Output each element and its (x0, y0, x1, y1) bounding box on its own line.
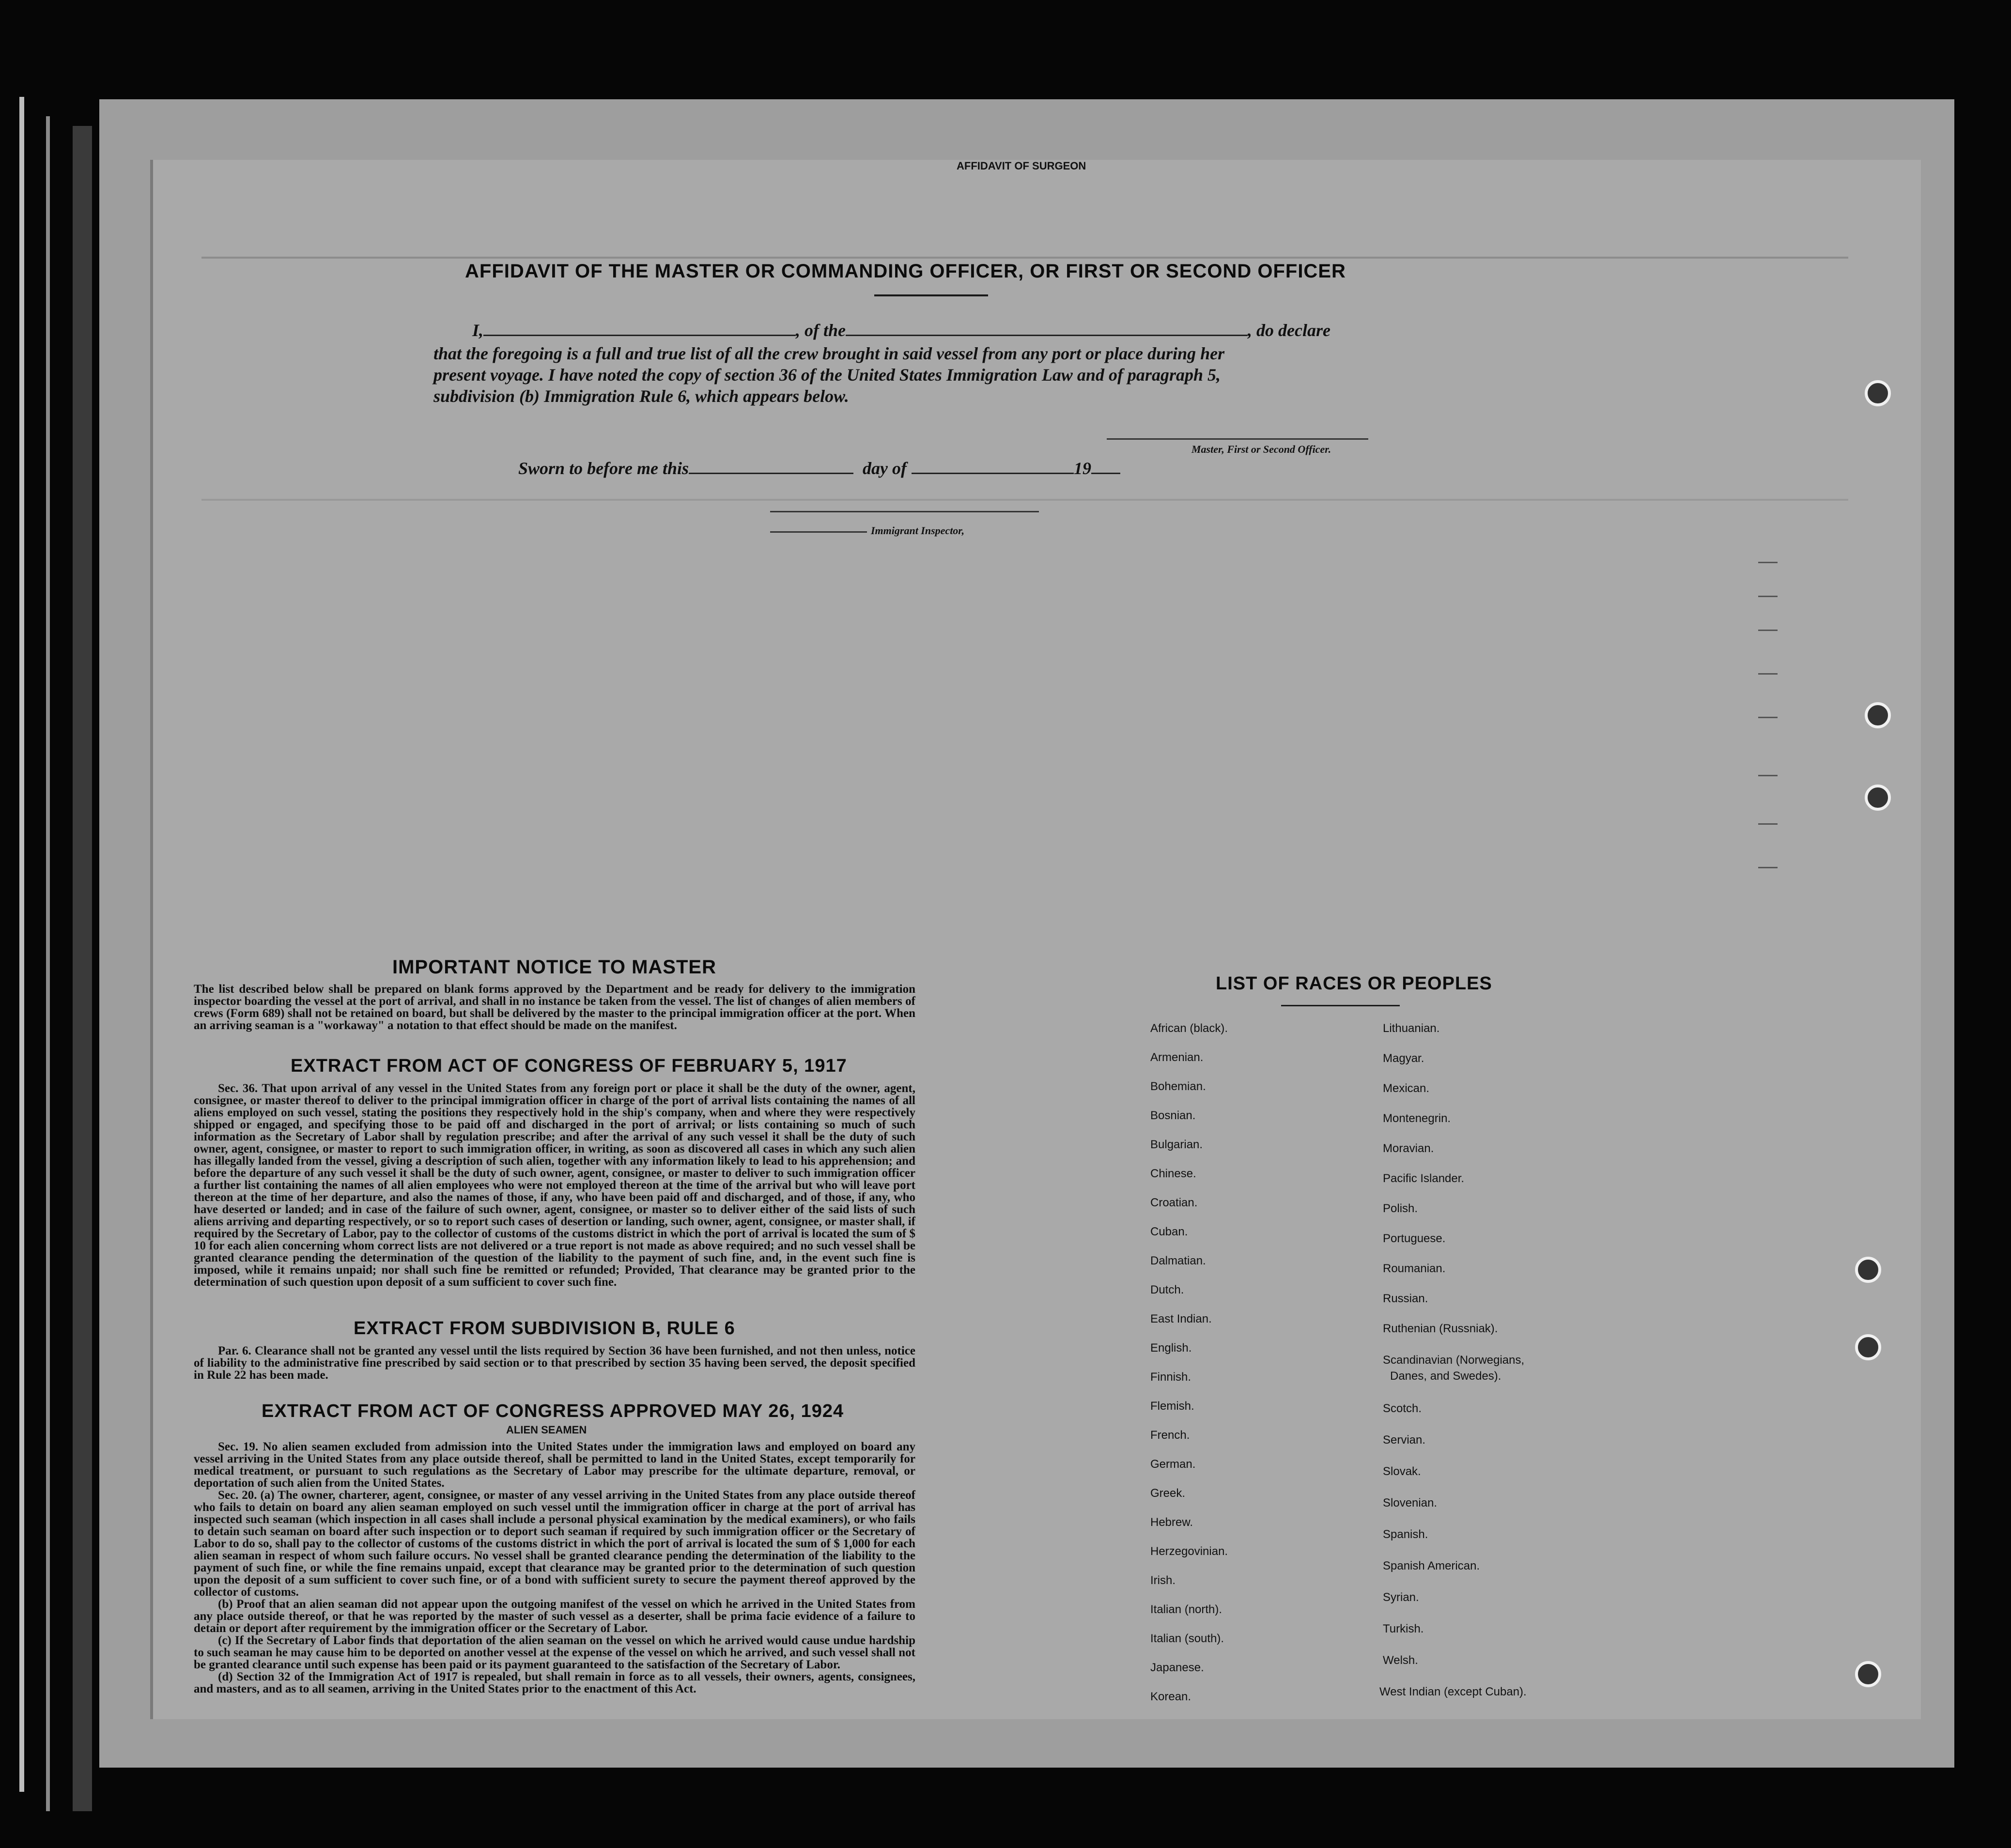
affidavit-of-the: , of the (796, 321, 846, 340)
punch-hole (1855, 1257, 1881, 1283)
race-right: Portuguese. (1383, 1232, 1446, 1245)
race-right: Welsh. (1383, 1654, 1418, 1667)
extract-1924-title: EXTRACT FROM ACT OF CONGRESS APPROVED MAY 26, 1924 (262, 1401, 844, 1421)
race-left: Italian (north). (1150, 1603, 1222, 1616)
punch-hole (1855, 1334, 1881, 1360)
affidavit-line2: that the foregoing is a full and true list of all the crew brought in said vessel from any port or place during her (433, 344, 1225, 363)
race-left: Italian (south). (1150, 1632, 1224, 1645)
affidavit-title: AFFIDAVIT OF THE MASTER OR COMMANDING OFFICER, OR FIRST OR SECOND OFFICER (465, 261, 1346, 282)
par-6-text: Par. 6. Clearance shall not be granted any vessel until the lists required by Section 36 have been furnished, and not then unless, notice of liability to the administrative fine prescribed by said section or to that prescribed by section 35 having been served, the deposit specified in Rule 22 has been made. (194, 1344, 915, 1382)
race-left: Greek. (1150, 1487, 1186, 1500)
race-left: Hebrew. (1150, 1516, 1193, 1529)
sworn-month-blank[interactable] (912, 458, 1074, 474)
punch-hole (1865, 785, 1891, 811)
margin-dash (1758, 867, 1778, 868)
vessel-blank[interactable] (846, 320, 1248, 336)
extract-1917-text (194, 1082, 915, 1288)
affidavit-title-rule (874, 294, 988, 296)
section-20d-text: (d) Section 32 of the Immigration Act of 1917 is repealed, but shall remain in force as to all vessels, their owners, agents, consignees, and masters, and as to all seamen, arriving in the United States prior to the enactment of this Act. (194, 1670, 915, 1695)
margin-dash (1758, 630, 1778, 631)
race-right: Polish. (1383, 1202, 1418, 1215)
extract-1924-text (194, 1441, 915, 1695)
race-right: West Indian (except Cuban). (1379, 1685, 1527, 1698)
race-left: Cuban. (1150, 1225, 1188, 1238)
inspector-signature-line[interactable] (770, 511, 1039, 512)
race-right: Slovak. (1383, 1465, 1421, 1478)
margin-dash (1758, 673, 1778, 675)
master-signature-line[interactable] (1107, 438, 1368, 440)
punch-hole (1865, 380, 1891, 406)
race-left: Dutch. (1150, 1283, 1184, 1296)
margin-dash (1758, 823, 1778, 825)
race-right: Russian. (1383, 1292, 1428, 1305)
margin-dash (1758, 717, 1778, 718)
master-signature-label: Master, First or Second Officer. (1191, 443, 1331, 455)
affidavit-line3: present voyage. I have noted the copy of section 36 of the United States Immigration Law and of paragraph 5, (433, 365, 1221, 385)
punch-hole (1865, 702, 1891, 728)
left-binding-edge (19, 97, 24, 1792)
race-left: Armenian. (1150, 1051, 1204, 1064)
margin-dash (1758, 775, 1778, 776)
races-title-rule (1281, 1005, 1400, 1006)
race-right: Moravian. (1383, 1142, 1434, 1155)
sworn-year-blank[interactable] (1091, 458, 1120, 474)
race-left: English. (1150, 1341, 1192, 1355)
race-right: Magyar. (1383, 1052, 1424, 1065)
rule6-title: EXTRACT FROM SUBDIVISION B, RULE 6 (354, 1318, 735, 1339)
affidavit-line4: subdivision (b) Immigration Rule 6, which appears below. (433, 386, 849, 406)
inspector-signature-line-2[interactable] (770, 531, 867, 533)
race-left: Dalmatian. (1150, 1254, 1206, 1267)
race-left: German. (1150, 1458, 1196, 1471)
section-20a-text: Sec. 20. (a) The owner, charterer, agent, consignee, or master of any vessel arriving in the United States from any place outside thereof who fails to detain on board any alien seaman employed on such vessel until the immigration officer in charge at the port of arrival has inspected such seaman (which inspection in all cases shall include a personal physical examination by the medical examiners), or who fails to detain such seaman on board after such inspection or to deport such seaman if required by such immigration officer or the Secretary of Labor to do so, shall pay to the collector of customs of the customs district in which the port of arrival is located the sum of $ 1,000 for each alien seaman in respect of whom such failure occurs. No vessel shall be granted clearance pending the determination of the liability to the payment of such fine, or while the fine remains unpaid, except that clearance may be granted prior to the determination of such question upon the deposit of a sum sufficient to cover such fine, or of a bond with sufficient surety to secure the payment thereof approved by the collector of customs. (194, 1489, 915, 1599)
race-right: Slovenian. (1383, 1496, 1438, 1509)
rule6-text (194, 1345, 915, 1381)
header-stamp: AFFIDAVIT OF SURGEON (957, 160, 1086, 172)
inspector-label: Immigrant Inspector, (871, 524, 965, 537)
race-left: Bosnian. (1150, 1109, 1196, 1122)
notice-title: IMPORTANT NOTICE TO MASTER (392, 956, 716, 978)
race-left: Bohemian. (1150, 1080, 1206, 1093)
extract-1917-title: EXTRACT FROM ACT OF CONGRESS OF FEBRUARY 5, 1917 (291, 1056, 847, 1076)
race-right: Montenegrin. (1383, 1112, 1451, 1125)
race-right: Scandinavian (Norwegians, (1383, 1354, 1525, 1367)
race-left: Flemish. (1150, 1400, 1194, 1413)
race-left: East Indian. (1150, 1312, 1212, 1325)
race-right: Spanish. (1383, 1528, 1428, 1541)
race-left: Bulgarian. (1150, 1138, 1203, 1151)
section-20b-text: (b) Proof that an alien seaman did not appear upon the outgoing manifest of the vessel on which he arrived in the United States from any place outside thereof, or that he was reported by the master of such vessel as a deserter, shall be prima facie evidence of a failure to detain or deport after requirement by the immigration officer or the Secretary of Labor. (194, 1598, 915, 1635)
margin-dash (1758, 562, 1778, 563)
race-left: Herzegovinian. (1150, 1545, 1228, 1558)
race-left: Chinese. (1150, 1167, 1196, 1180)
race-right: Scotch. (1383, 1402, 1422, 1415)
punch-hole (1855, 1661, 1881, 1687)
race-right: Syrian. (1383, 1591, 1419, 1604)
notice-text: The list described below shall be prepared on blank forms approved by the Department and be ready for delivery to the immigration inspector boarding the vessel at the port of arrival, and shall in no instance be taken from the vessel. The list of changes of alien members of crews (Form 689) shall not be retained on board, but shall be delivered by the master to the principal immigration officer at the port. When an arriving seaman is a "workaway" a notation to that effect should be made on the manifest. (194, 983, 915, 1032)
affidavit-do-declare: , do declare (1248, 321, 1330, 340)
year-label: 19 (1074, 459, 1092, 478)
races-title: LIST OF RACES OR PEOPLES (1216, 973, 1492, 994)
race-right: Danes, and Swedes). (1390, 1370, 1501, 1383)
sworn-label: Sworn to before me this (518, 459, 689, 478)
race-right: Roumanian. (1383, 1262, 1446, 1275)
left-binding-edge-2 (46, 116, 50, 1811)
race-left: French. (1150, 1429, 1190, 1442)
race-right: Servian. (1383, 1433, 1426, 1447)
name-blank[interactable] (483, 320, 796, 336)
affidavit-i: I, (472, 321, 484, 340)
sworn-day-blank[interactable] (689, 458, 853, 474)
day-of-label: day of (863, 459, 907, 478)
race-right: Lithuanian. (1383, 1022, 1440, 1035)
alien-seamen-subtitle: ALIEN SEAMEN (506, 1424, 587, 1436)
section-19-text: Sec. 19. No alien seamen excluded from admission into the United States under the immigration laws and employed on board any vessel arriving in the United States from any place outside thereof, shall be permitted to land in the United States, except temporarily for medical treatment, or pursuant to such regulations as the Secretary of Labor may prescribe for the ultimate departure, removal, or deportation of such alien from the United States. (194, 1440, 915, 1490)
race-right: Pacific Islander. (1383, 1172, 1465, 1185)
race-left: Irish. (1150, 1574, 1176, 1587)
race-right: Ruthenian (Russniak). (1383, 1322, 1498, 1335)
section-20c-text: (c) If the Secretary of Labor finds that deportation of the alien seaman on the vessel on which he arrived would cause undue hardship to such seaman he may cause him to be deported on another vessel at the expense of the vessel on which he arrived, and such vessel shall not be granted clearance until such expense has been paid or its payment guaranteed to the satisfaction of the Secretary of Labor. (194, 1634, 915, 1671)
race-right: Spanish American. (1383, 1559, 1480, 1572)
race-left: Finnish. (1150, 1371, 1191, 1384)
section-36-text: Sec. 36. That upon arrival of any vessel in the United States from any foreign port or place it shall be the duty of the owner, agent, consignee, or master thereof to deliver to the principal immigration officer in charge of the port of arrival lists containing the names of all aliens employed on such vessel, stating the positions they respectively hold in the ship's company, when and where they were respectively shipped or engaged, and specifying those to be paid off and discharged in the port of arrival; or lists containing so much of such information as the Secretary of Labor shall by regulation prescribe; and after the arrival of any such vessel it shall be the duty of such owner, agent, consignee, or master to report to such immigration officer, in writing, as soon as discovered all cases in which any such alien has illegally landed from the vessel, giving a description of such alien, together with any information likely to lead to his apprehension; and before the departure of any such vessel it shall be the duty of such owner, agent, consignee, or master to deliver to such immigration officer a further list containing the names of all alien employees who were not employed thereon at the time of the arrival but who will leave port thereon at the time of her departure, and also the names of those, if any, who have been paid off and discharged, and of those, if any, who have deserted or landed; and in case of the failure of such owner, agent, consignee, or master so to deliver either of the said lists of such aliens arriving and departing respectively, or so to report such cases of desertion or landing, such owner, agent, consignee, or master shall, if required by the Secretary of Labor, pay to the collector of customs of the customs district in which the port of arrival is located the sum of $ 10 for each alien concerning whom correct lists are not delivered or a true report is not made as above required; and no such vessel shall be granted clearance pending the determination of the question of the liability to the payment of such fine, and, in the event such fine is imposed, while it remains unpaid; nor shall such fine be remitted or refunded; Provided, That clearance may be granted prior to the determination of such question upon deposit of a sum sufficient to cover such fine. (194, 1082, 915, 1289)
affidavit-line1 (472, 320, 1330, 341)
margin-dash (1758, 596, 1778, 597)
race-right: Turkish. (1383, 1622, 1424, 1635)
sworn-line (518, 458, 1120, 479)
race-left: African (black). (1150, 1022, 1228, 1035)
race-left: Korean. (1150, 1690, 1191, 1703)
race-left: Croatian. (1150, 1196, 1198, 1209)
left-binding-edge-3 (73, 126, 92, 1811)
race-right: Mexican. (1383, 1082, 1430, 1095)
race-left: Japanese. (1150, 1661, 1204, 1674)
